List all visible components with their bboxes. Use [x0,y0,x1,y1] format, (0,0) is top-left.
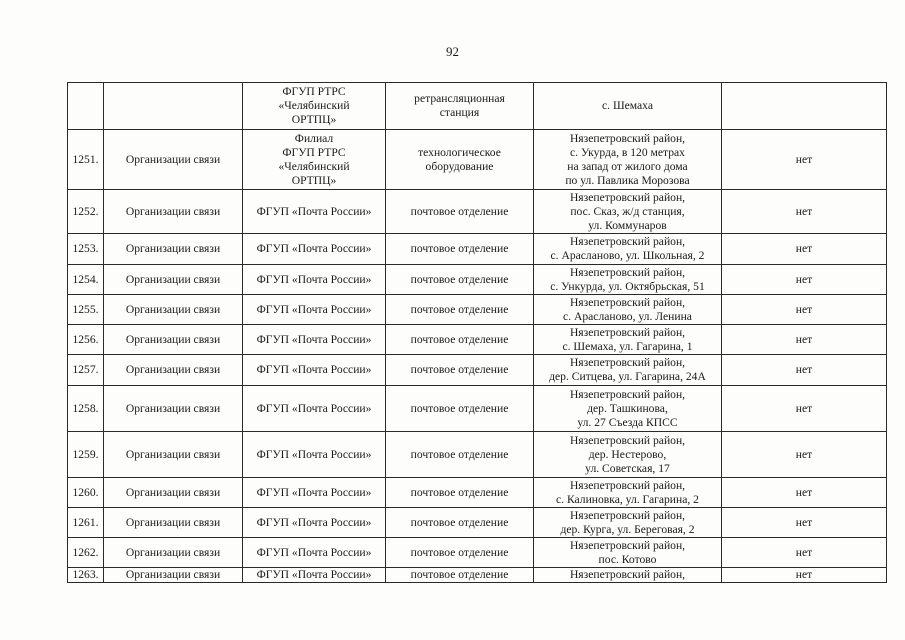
row-note [722,83,887,130]
page-number: 92 [446,44,459,59]
row-organization: ФГУП РТРС «Челябинский ОРТПЦ» [243,83,386,130]
row-address: Нязепетровский район, дер. Ташкинова, ул. 27 Съезда КПСС [534,386,722,432]
row-object-type: ретрансляционная станция [386,83,534,130]
row-category: Организации связи [104,295,243,325]
row-object-type: почтовое отделение [386,295,534,325]
row-number: 1260. [68,478,104,508]
row-number: 1255. [68,295,104,325]
row-note: нет [722,432,887,478]
table-row [68,386,887,432]
table-row [68,538,887,568]
row-category: Организации связи [104,355,243,386]
row-category [104,83,243,130]
row-object-type: почтовое отделение [386,325,534,355]
row-organization: ФГУП «Почта России» [243,478,386,508]
row-number: 1253. [68,234,104,265]
row-object-type: почтовое отделение [386,234,534,265]
row-organization: Филиал ФГУП РТРС «Челябинский ОРТПЦ» [243,130,386,190]
row-address: Нязепетровский район, с. Ункурда, ул. Октябрьская, 51 [534,265,722,295]
row-category: Организации связи [104,265,243,295]
row-organization: ФГУП «Почта России» [243,234,386,265]
row-note: нет [722,234,887,265]
row-object-type: почтовое отделение [386,478,534,508]
row-category: Организации связи [104,190,243,234]
row-note: нет [722,355,887,386]
row-number [68,83,104,130]
row-object-type: почтовое отделение [386,538,534,568]
row-category: Организации связи [104,478,243,508]
row-object-type: почтовое отделение [386,508,534,538]
row-note: нет [722,130,887,190]
table-row [68,325,887,355]
row-note: нет [722,190,887,234]
row-organization: ФГУП «Почта России» [243,386,386,432]
row-object-type: технологическое оборудование [386,130,534,190]
row-category: Организации связи [104,234,243,265]
row-address: Нязепетровский район, пос. Сказ, ж/д станция, ул. Коммунаров [534,190,722,234]
row-number: 1258. [68,386,104,432]
row-address: Нязепетровский район, с. Шемаха, ул. Гагарина, 1 [534,325,722,355]
row-address: Нязепетровский район, дер. Нестерово, ул. Советская, 17 [534,432,722,478]
row-number: 1259. [68,432,104,478]
row-number: 1252. [68,190,104,234]
row-number: 1254. [68,265,104,295]
row-number: 1257. [68,355,104,386]
row-object-type: почтовое отделение [386,355,534,386]
table-row [68,568,887,583]
row-number: 1263. [68,568,104,583]
row-number: 1256. [68,325,104,355]
row-address: с. Шемаха [534,83,722,130]
row-object-type: почтовое отделение [386,432,534,478]
row-category: Организации связи [104,538,243,568]
row-object-type: почтовое отделение [386,190,534,234]
table-row [68,508,887,538]
row-category: Организации связи [104,432,243,478]
row-note: нет [722,295,887,325]
row-number: 1262. [68,538,104,568]
table-row [68,478,887,508]
row-address: Нязепетровский район, с. Арасланово, ул. Школьная, 2 [534,234,722,265]
row-organization: ФГУП «Почта России» [243,432,386,478]
table-row [68,355,887,386]
row-number: 1261. [68,508,104,538]
row-note: нет [722,386,887,432]
row-address: Нязепетровский район, дер. Курга, ул. Береговая, 2 [534,508,722,538]
row-address: Нязепетровский район, с. Укурда, в 120 метрах на запад от жилого дома по ул. Павлика Морозова [534,130,722,190]
row-object-type: почтовое отделение [386,568,534,583]
row-organization: ФГУП «Почта России» [243,190,386,234]
row-category: Организации связи [104,130,243,190]
row-note: нет [722,538,887,568]
row-object-type: почтовое отделение [386,265,534,295]
row-organization: ФГУП «Почта России» [243,325,386,355]
row-note: нет [722,568,887,583]
row-organization: ФГУП «Почта России» [243,265,386,295]
row-organization: ФГУП «Почта России» [243,568,386,583]
table-row [68,234,887,265]
row-organization: ФГУП «Почта России» [243,538,386,568]
row-category: Организации связи [104,508,243,538]
row-number: 1251. [68,130,104,190]
registry-table [67,82,887,583]
row-note: нет [722,508,887,538]
row-note: нет [722,478,887,508]
row-category: Организации связи [104,386,243,432]
row-organization: ФГУП «Почта России» [243,508,386,538]
table-row [68,83,887,130]
row-address: Нязепетровский район, [534,568,722,583]
table-row [68,190,887,234]
row-organization: ФГУП «Почта России» [243,295,386,325]
table-row [68,432,887,478]
row-address: Нязепетровский район, пос. Котово [534,538,722,568]
row-object-type: почтовое отделение [386,386,534,432]
row-category: Организации связи [104,325,243,355]
row-category: Организации связи [104,568,243,583]
row-note: нет [722,265,887,295]
row-address: Нязепетровский район, с. Калиновка, ул. Гагарина, 2 [534,478,722,508]
row-note: нет [722,325,887,355]
table-row [68,295,887,325]
row-organization: ФГУП «Почта России» [243,355,386,386]
table-row [68,130,887,190]
table-row [68,265,887,295]
row-address: Нязепетровский район, дер. Ситцева, ул. Гагарина, 24А [534,355,722,386]
row-address: Нязепетровский район, с. Арасланово, ул. Ленина [534,295,722,325]
